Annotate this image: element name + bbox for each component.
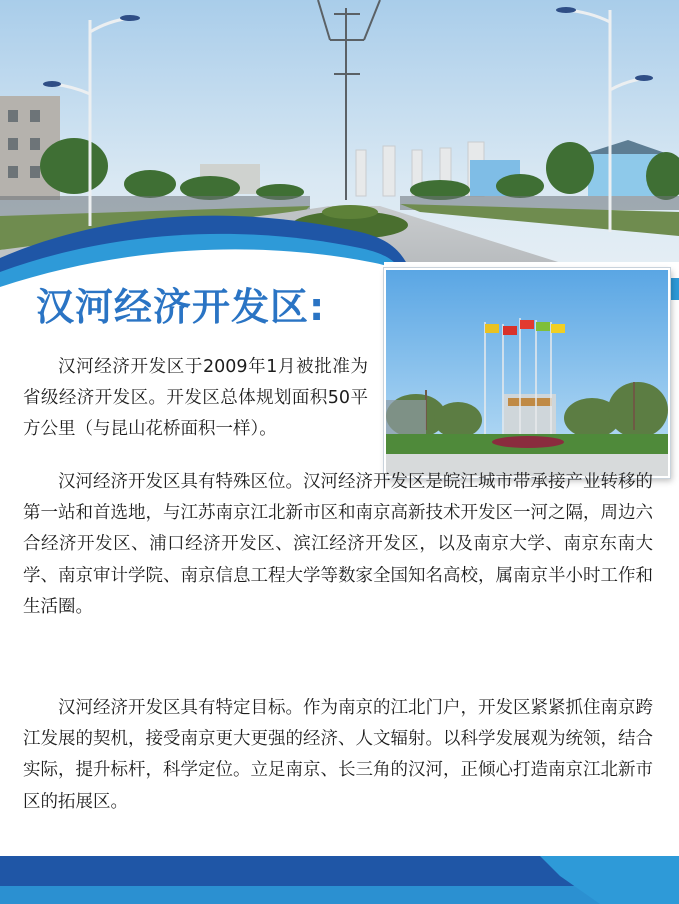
paragraph-intro: 汉河经济开发区于2009年1月被批准为省级经济开发区。开发区总体规划面积50平方公里（与昆山花桥面积一样）。 xyxy=(23,357,368,440)
header-photo xyxy=(0,0,679,300)
page-title: 汉河经济开发区: xyxy=(36,285,326,329)
paragraph-location: 汉河经济开发区具有特殊区位。汉河经济开发区是皖江城市带承接产业转移的第一站和首选地，与江苏南京江北新市区和南京高新技术开发区一河之隔，周边六合经济开发区、浦口经济开发区、滨江经济开发区，以及南京大学、南京东南大学、南京审计学院、南京信息工程大学等数家全国知名高校，属南京半小时工作和生活圈。 xyxy=(23,472,653,617)
footer-band xyxy=(0,856,679,904)
inset-photo xyxy=(384,268,670,478)
paragraph-goal: 汉河经济开发区具有特定目标。作为南京的江北门户，开发区紧紧抓住南京跨江发展的契机，接受南京更大更强的经济、人文辐射。以科学发展观为统领，结合实际，提升标杆，科学定位。立足南京、长三角的汉河，正倾心打造南京江北新市区的拓展区。 xyxy=(23,698,653,812)
